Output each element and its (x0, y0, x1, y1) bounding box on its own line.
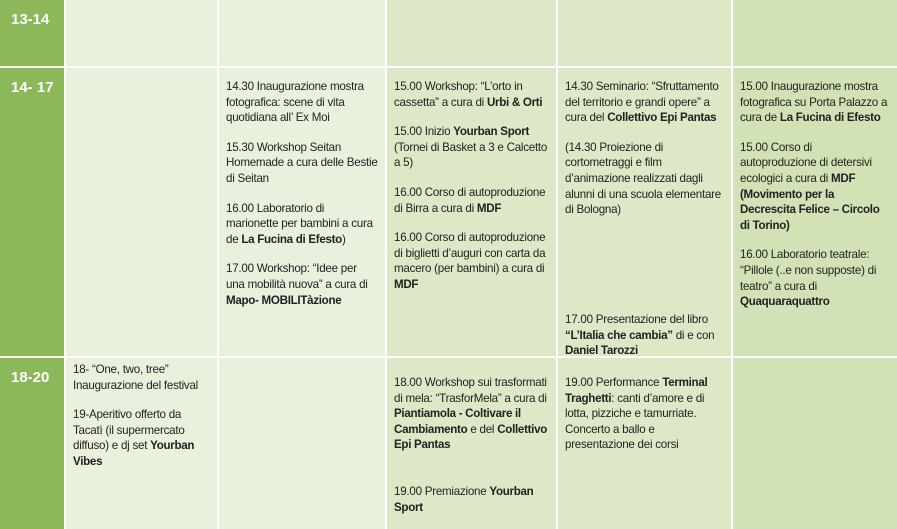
event-text: 15.00 Workshop: “L’orto in cassetta” a cura di (394, 80, 523, 109)
event-highlight: La Fucina di Efesto (779, 111, 881, 125)
event-entry (226, 79, 378, 126)
event-entry (565, 312, 727, 356)
cell-18-20-col5 (733, 358, 897, 529)
event-highlight: La Fucina di Efesto (241, 232, 342, 246)
col3-upper-events (394, 375, 549, 453)
time-label: 14- 17 (11, 79, 54, 96)
event-highlight: Mapo- MOBILITàzione (226, 293, 342, 307)
event-text: 16.00 Corso di autoproduzione di biglietti d’auguri con carta da macero (per bambini) a cura di (394, 231, 546, 276)
event-entry (565, 140, 724, 218)
event-entry (394, 79, 549, 110)
event-highlight: Yourban Sport (453, 125, 530, 139)
event-text: (Tornei di Basket a 3 e Calcetto a 5) (394, 140, 548, 170)
event-text: 14.30 Seminario: “Sfruttamento del territorio e grandi opere” a cura del (565, 80, 719, 125)
event-text: 19-Aperitivo offerto da Tacatì (il supermercato diffuso) e dj set (73, 408, 185, 453)
event-text: e del (467, 422, 498, 436)
event-highlight: Terminal Traghetti (565, 376, 708, 405)
event-highlight: Urbi & Orti (486, 95, 543, 109)
event-text: 15.00 Inizio (394, 125, 454, 139)
event-highlight: MDF (476, 201, 502, 215)
event-entry (226, 140, 378, 187)
event-text: 16.00 Laboratorio di marionette per bambini a cura de (226, 201, 373, 246)
event-highlight: (Movimento per la Decrescita Felice – Circolo di Torino) (740, 187, 880, 232)
event-entry (226, 261, 378, 308)
event-entry (394, 230, 549, 292)
event-text: ) (341, 232, 346, 246)
col3-lower-events (394, 484, 552, 515)
event-entry (394, 375, 549, 453)
event-text: 15.00 Corso di autoproduzione di detersivi ecologici a cura di (740, 140, 872, 185)
cell-14-17-col5 (733, 68, 897, 356)
cell-13-14-col4 (558, 0, 731, 66)
cell-14-17-col1 (66, 68, 217, 356)
cell-18-20-col2 (219, 358, 385, 529)
event-entry (740, 247, 890, 309)
cell-18-20-col3 (387, 358, 556, 529)
event-entry (565, 375, 724, 453)
event-text: 18.00 Workshop sui trasformati di mela: “TrasforMela” a cura di (394, 376, 547, 405)
event-text: 15.30 Workshop Seitan Homemade a cura delle Bestie di Seitan (226, 140, 378, 185)
event-entry (394, 185, 549, 216)
cell-13-14-col2 (219, 0, 385, 66)
event-text: : canti d’amore e di lotta, pizziche e tamurriate. Concerto a ballo e presentazione dei corsi (565, 391, 705, 452)
cell-13-14-col1 (66, 0, 217, 66)
event-entry (73, 362, 210, 393)
time-label: 18-20 (11, 369, 50, 386)
event-highlight: Piantiamola - Coltivare il Cambiamento (394, 407, 521, 436)
event-text: 19.00 Premiazione (394, 485, 490, 498)
event-text: 14.30 Inaugurazione mostra fotografica: scene di vita quotidiana all’ Ex Moi (226, 80, 364, 125)
event-text: 18- “One, two, tree” Inaugurazione del festival (73, 363, 198, 392)
event-highlight: MDF (831, 171, 856, 185)
time-cell-14-17 (0, 68, 64, 356)
event-highlight: MDF (394, 277, 419, 291)
event-text: di e con (672, 328, 715, 342)
time-label: 13-14 (11, 11, 50, 28)
event-highlight: Quaquaraquattro (740, 295, 830, 309)
cell-18-20-col1 (66, 358, 217, 529)
time-cell-13-14 (0, 0, 64, 66)
cell-14-17-col4 (558, 68, 731, 356)
event-highlight: Collettivo Epi Pantas (607, 111, 717, 125)
event-entry (394, 124, 549, 171)
event-text: 17.00 Presentazione del libro (565, 313, 708, 326)
col4-lower-events (565, 312, 727, 356)
cell-13-14-col5 (733, 0, 897, 66)
cell-14-17-col2 (219, 68, 385, 356)
cell-18-20-col4 (558, 358, 731, 529)
event-text: 15.00 Inaugurazione mostra fotografica su Porta Palazzo a cura de (740, 80, 888, 125)
event-entry (740, 79, 890, 126)
event-text: 19.00 Performance (565, 376, 663, 389)
event-text: (14.30 Proiezione di cortometraggi e film d’animazione realizzati dagli alunni di una scuola elementare di Bologna) (565, 140, 721, 217)
event-entry (73, 407, 210, 469)
event-highlight: Yourban Sport (394, 485, 534, 514)
event-highlight: Daniel Tarozzi (565, 344, 638, 356)
event-highlight: Yourban Vibes (73, 439, 195, 468)
event-text: 16.00 Corso di autoproduzione di Birra a cura di (394, 185, 546, 215)
cell-14-17-col3 (387, 68, 556, 356)
event-entry (740, 140, 890, 234)
event-text: 17.00 Workshop: “Idee per una mobilità nuova” a cura di (226, 262, 368, 291)
event-highlight: “L’Italia che cambia” (565, 328, 673, 342)
time-cell-18-20 (0, 358, 64, 529)
event-entry (565, 79, 724, 126)
cell-13-14-col3 (387, 0, 556, 66)
col4-upper-events (565, 79, 724, 218)
event-entry (226, 201, 378, 248)
event-text: 16.00 Laboratorio teatrale: “Pillole (..e non supposte) di teatro” a cura di (740, 248, 877, 293)
event-entry (394, 484, 552, 515)
event-highlight: Collettivo Epi Pantas (394, 422, 548, 452)
